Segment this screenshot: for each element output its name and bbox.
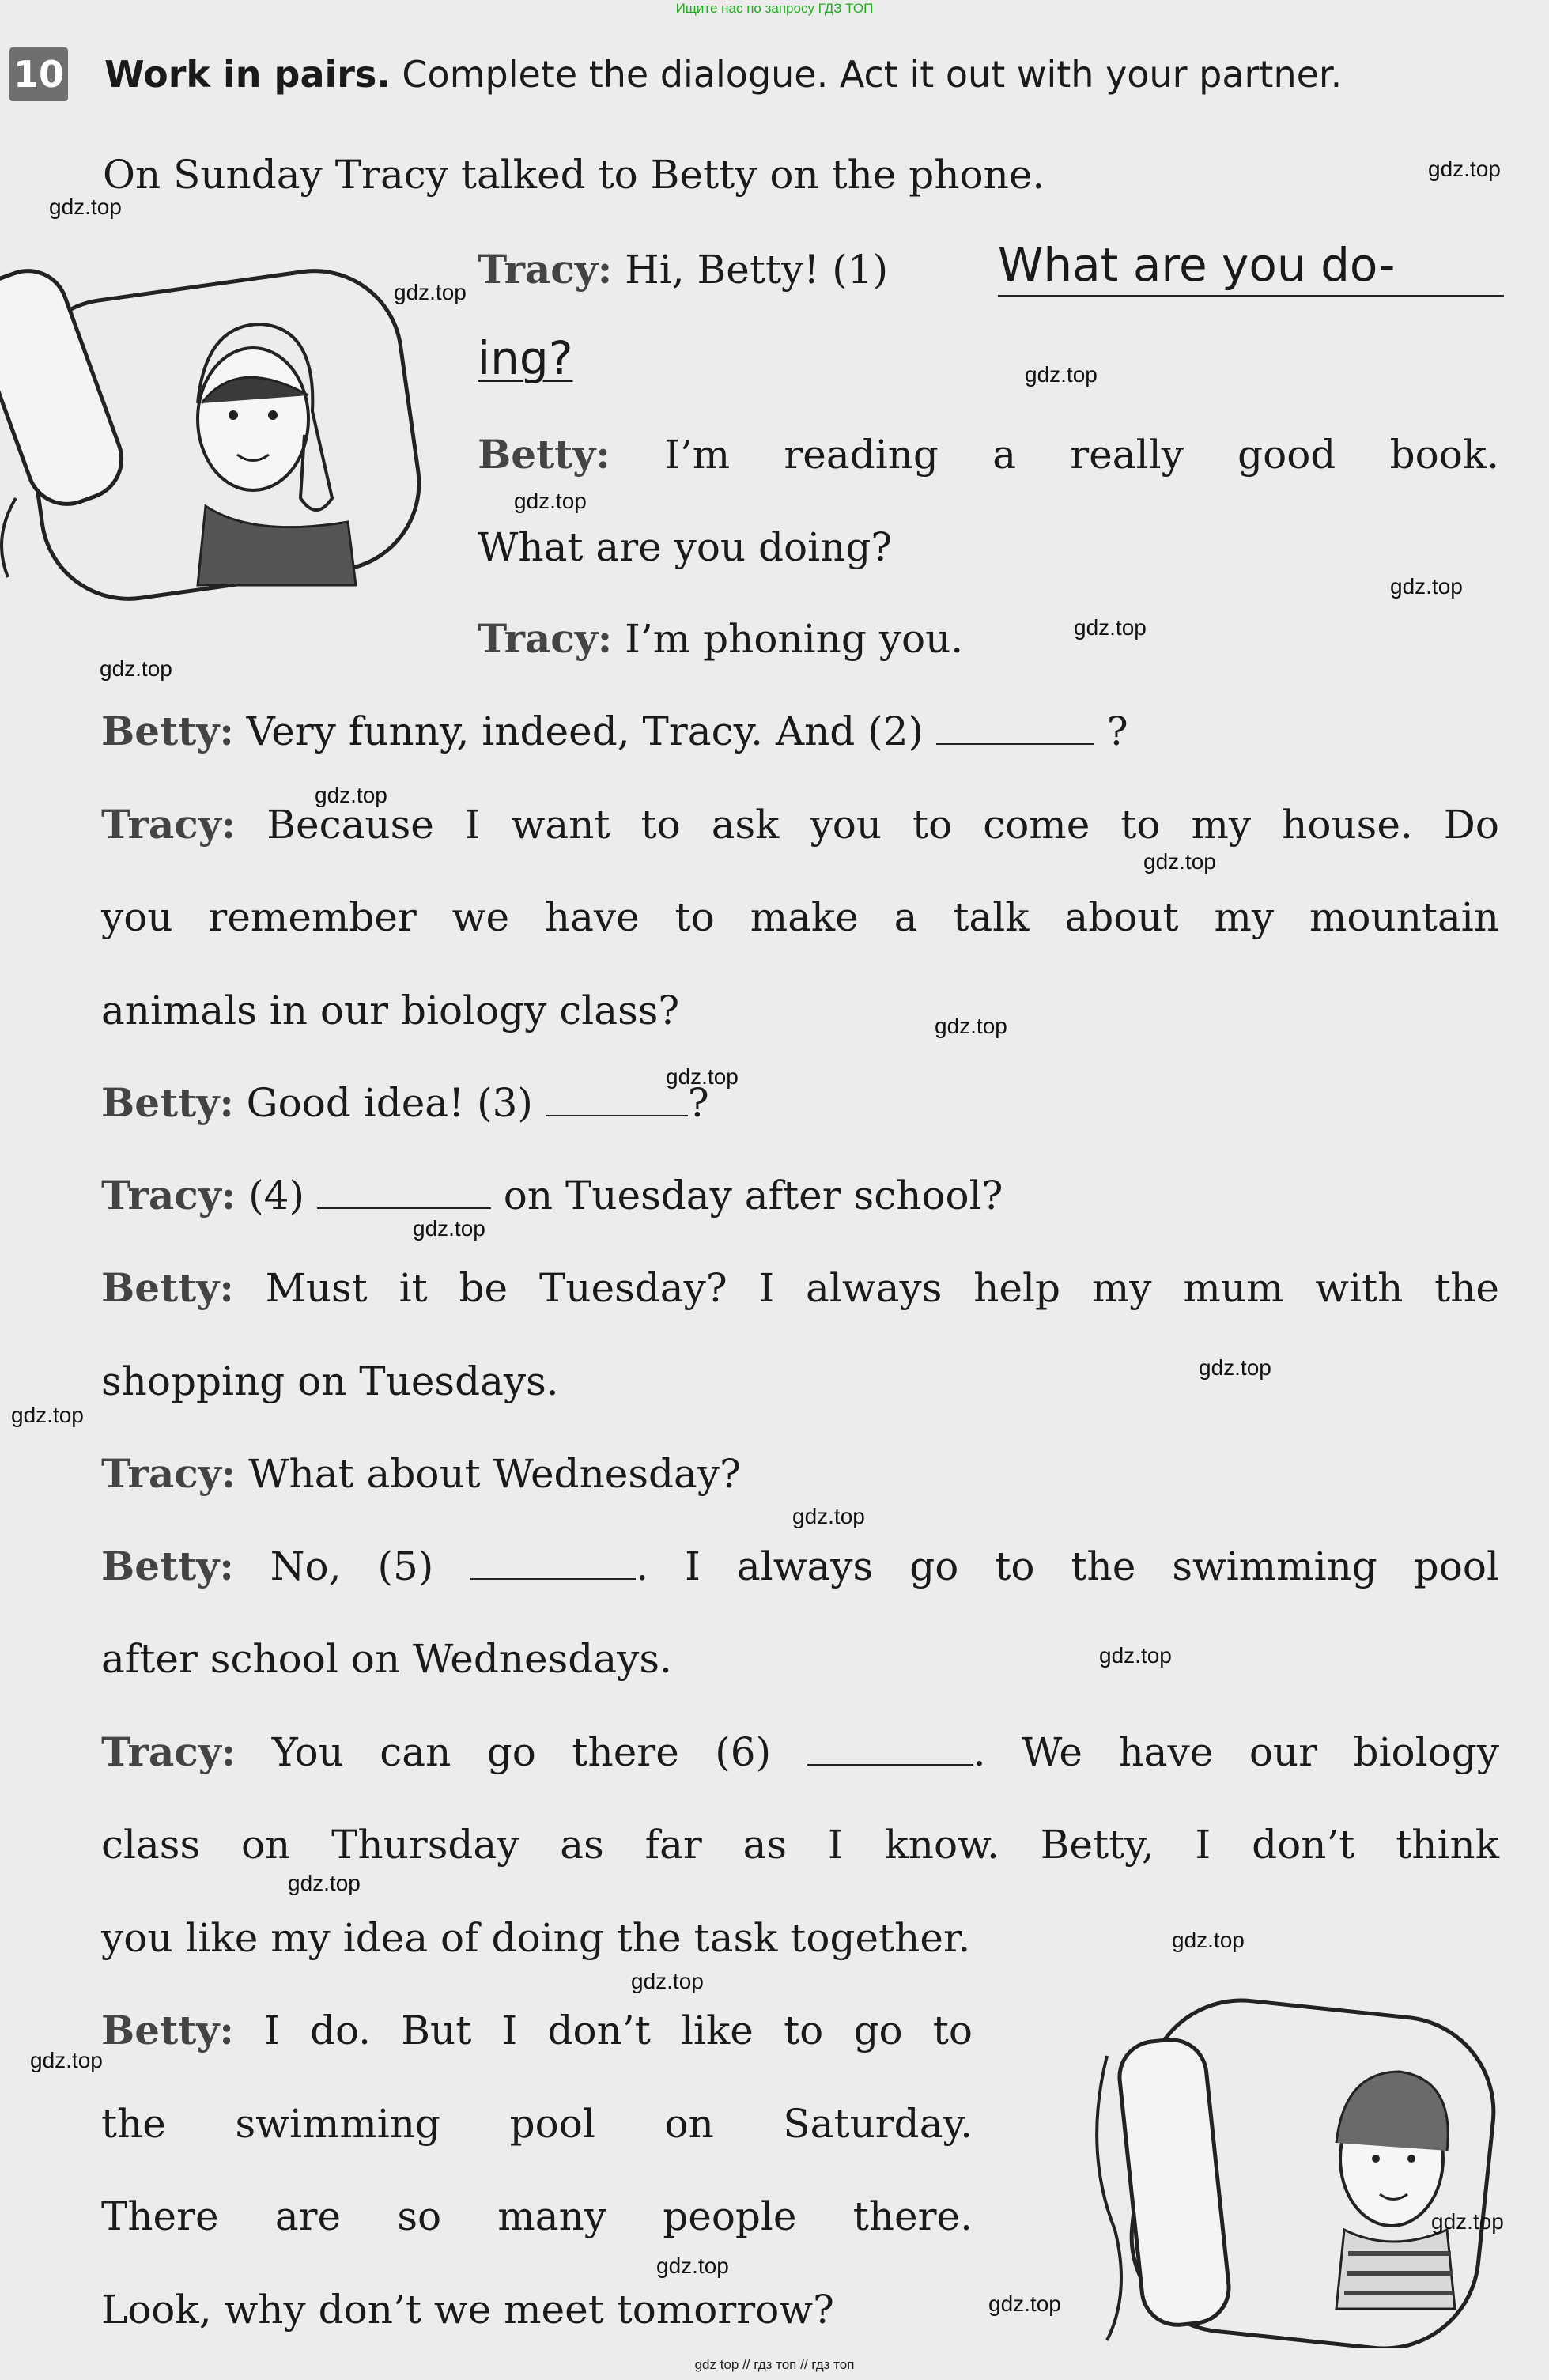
line-text: I do. But I don’t like to go to bbox=[233, 2008, 973, 2053]
watermark: gdz.top bbox=[935, 1014, 1007, 1038]
dialogue-line-12 bbox=[101, 1260, 1499, 1316]
watermark: gdz.top bbox=[1431, 2209, 1504, 2234]
speaker-betty: Betty: bbox=[101, 1264, 234, 1311]
watermark: gdz.top bbox=[315, 783, 387, 807]
speaker-tracy: Tracy: bbox=[101, 1172, 236, 1218]
dialogue-line-7 bbox=[101, 797, 1499, 852]
watermark: gdz.top bbox=[394, 280, 467, 304]
line-text: I’m phoning you. bbox=[612, 616, 964, 662]
bottom-banner: gdz top // гдз топ // гдз топ bbox=[694, 2357, 855, 2372]
task-title-rest: Complete the dialogue. Act it out with your partner. bbox=[390, 53, 1343, 96]
dialogue-line-19: you like my idea of doing the task together. bbox=[101, 1915, 971, 1961]
line-text: I’m reading a really good book. bbox=[610, 432, 1499, 478]
task-instruction bbox=[104, 49, 1543, 100]
speaker-betty: Betty: bbox=[101, 708, 234, 754]
answer-1-second-part bbox=[478, 331, 572, 388]
watermark: gdz.top bbox=[1390, 574, 1463, 599]
tracy-phone-illustration bbox=[0, 237, 427, 601]
blank-number: (6) bbox=[715, 1729, 772, 1775]
watermark: gdz.top bbox=[30, 2048, 103, 2072]
speaker-tracy: Tracy: bbox=[101, 801, 236, 848]
dialogue-line-3 bbox=[478, 427, 1499, 482]
answer-blank-2[interactable] bbox=[936, 743, 1094, 745]
line-text: Hi, Betty! bbox=[612, 247, 833, 293]
watermark: gdz.top bbox=[100, 656, 172, 681]
line-text: on Tuesday after school? bbox=[490, 1173, 1003, 1218]
blank-number: (5) bbox=[377, 1543, 434, 1589]
task-number-badge: 10 bbox=[9, 47, 68, 101]
speaker-betty: Betty: bbox=[101, 2007, 234, 2053]
line-text: No, bbox=[233, 1543, 378, 1589]
line-text: Must it be Tuesday? I always help my mum with the bbox=[233, 1265, 1499, 1311]
dialogue-line-21: the swimming pool on Saturday. bbox=[101, 2101, 973, 2147]
line-text: What about Wednesday? bbox=[236, 1451, 741, 1497]
watermark: gdz.top bbox=[988, 2291, 1061, 2316]
line-text: Very funny, indeed, Tracy. And bbox=[233, 708, 868, 754]
dialogue-line-9: animals in our biology class? bbox=[101, 988, 680, 1033]
dialogue-line-13: shopping on Tuesdays. bbox=[101, 1358, 559, 1404]
watermark: gdz.top bbox=[49, 195, 122, 219]
watermark: gdz.top bbox=[631, 1969, 704, 1993]
answer-blank-4[interactable] bbox=[317, 1207, 491, 1209]
watermark: gdz.top bbox=[1199, 1355, 1271, 1380]
speaker-betty: Betty: bbox=[101, 1543, 234, 1589]
watermark: gdz.top bbox=[1143, 849, 1216, 874]
handwritten-answer: ing? bbox=[478, 331, 573, 385]
dialogue-line-22: There are so many people there. bbox=[101, 2193, 973, 2239]
watermark: gdz.top bbox=[666, 1064, 739, 1089]
blank-number: (4) bbox=[248, 1173, 304, 1218]
betty-phone-illustration bbox=[1083, 1993, 1526, 2348]
handwritten-answer: What are you do- bbox=[998, 238, 1396, 292]
dialogue-line-16: after school on Wednesdays. bbox=[101, 1636, 672, 1682]
speaker-tracy: Tracy: bbox=[478, 615, 613, 662]
intro-line: On Sunday Tracy talked to Betty on the phone. bbox=[103, 152, 1045, 198]
watermark: gdz.top bbox=[288, 1871, 361, 1895]
watermark: gdz.top bbox=[1025, 362, 1098, 387]
watermark: gdz.top bbox=[1428, 157, 1501, 181]
blank-number: (3) bbox=[477, 1080, 533, 1126]
answer-1-first-part bbox=[998, 237, 1504, 297]
dialogue-line-18: class on Thursday as far as I know. Betty, I don’t think bbox=[101, 1822, 1499, 1868]
top-banner: Ищите нас по запросу ГДЗ ТОП bbox=[675, 1, 874, 16]
line-text: ? bbox=[1106, 708, 1128, 754]
line-text: You can go there bbox=[236, 1729, 716, 1775]
watermark: gdz.top bbox=[656, 2253, 729, 2278]
line-text: . We have our biology bbox=[973, 1729, 1499, 1775]
answer-blank-6[interactable] bbox=[807, 1764, 973, 1766]
speaker-tracy: Tracy: bbox=[101, 1450, 236, 1497]
dialogue-line-10 bbox=[101, 1075, 709, 1131]
answer-blank-3[interactable] bbox=[546, 1115, 688, 1116]
watermark: gdz.top bbox=[514, 489, 587, 513]
watermark: gdz.top bbox=[1172, 1928, 1245, 1952]
dialogue-line-1 bbox=[478, 242, 888, 297]
watermark: gdz.top bbox=[792, 1504, 865, 1528]
line-text: Good idea! bbox=[233, 1080, 478, 1126]
task-title-bold: Work in pairs. bbox=[104, 53, 391, 96]
watermark: gdz.top bbox=[11, 1403, 84, 1427]
dialogue-line-8: you remember we have to make a talk about my mountain bbox=[101, 894, 1499, 940]
watermark: gdz.top bbox=[1074, 615, 1147, 640]
line-text: ? bbox=[687, 1080, 709, 1126]
dialogue-line-14 bbox=[101, 1446, 741, 1502]
dialogue-line-4: What are you doing? bbox=[478, 524, 893, 570]
blank-number: (1) bbox=[832, 247, 889, 293]
dialogue-line-15 bbox=[101, 1539, 1499, 1594]
speaker-betty: Betty: bbox=[478, 431, 610, 478]
dialogue-line-20 bbox=[101, 2003, 973, 2058]
line-text: Because I want to ask you to come to my house. Do bbox=[236, 802, 1499, 848]
answer-blank-5[interactable] bbox=[470, 1578, 636, 1580]
dialogue-line-6 bbox=[101, 704, 1128, 759]
speaker-tracy: Tracy: bbox=[101, 1728, 236, 1775]
dialogue-line-5 bbox=[478, 611, 963, 667]
dialogue-line-17 bbox=[101, 1725, 1499, 1780]
speaker-betty: Betty: bbox=[101, 1079, 234, 1126]
watermark: gdz.top bbox=[413, 1216, 485, 1241]
watermark: gdz.top bbox=[1099, 1643, 1172, 1668]
dialogue-line-23: Look, why don’t we meet tomorrow? bbox=[101, 2287, 834, 2333]
speaker-tracy: Tracy: bbox=[478, 246, 613, 293]
dialogue-line-11 bbox=[101, 1168, 1003, 1223]
line-text: . I always go to the swimming pool bbox=[636, 1543, 1499, 1589]
blank-number: (2) bbox=[867, 708, 924, 754]
